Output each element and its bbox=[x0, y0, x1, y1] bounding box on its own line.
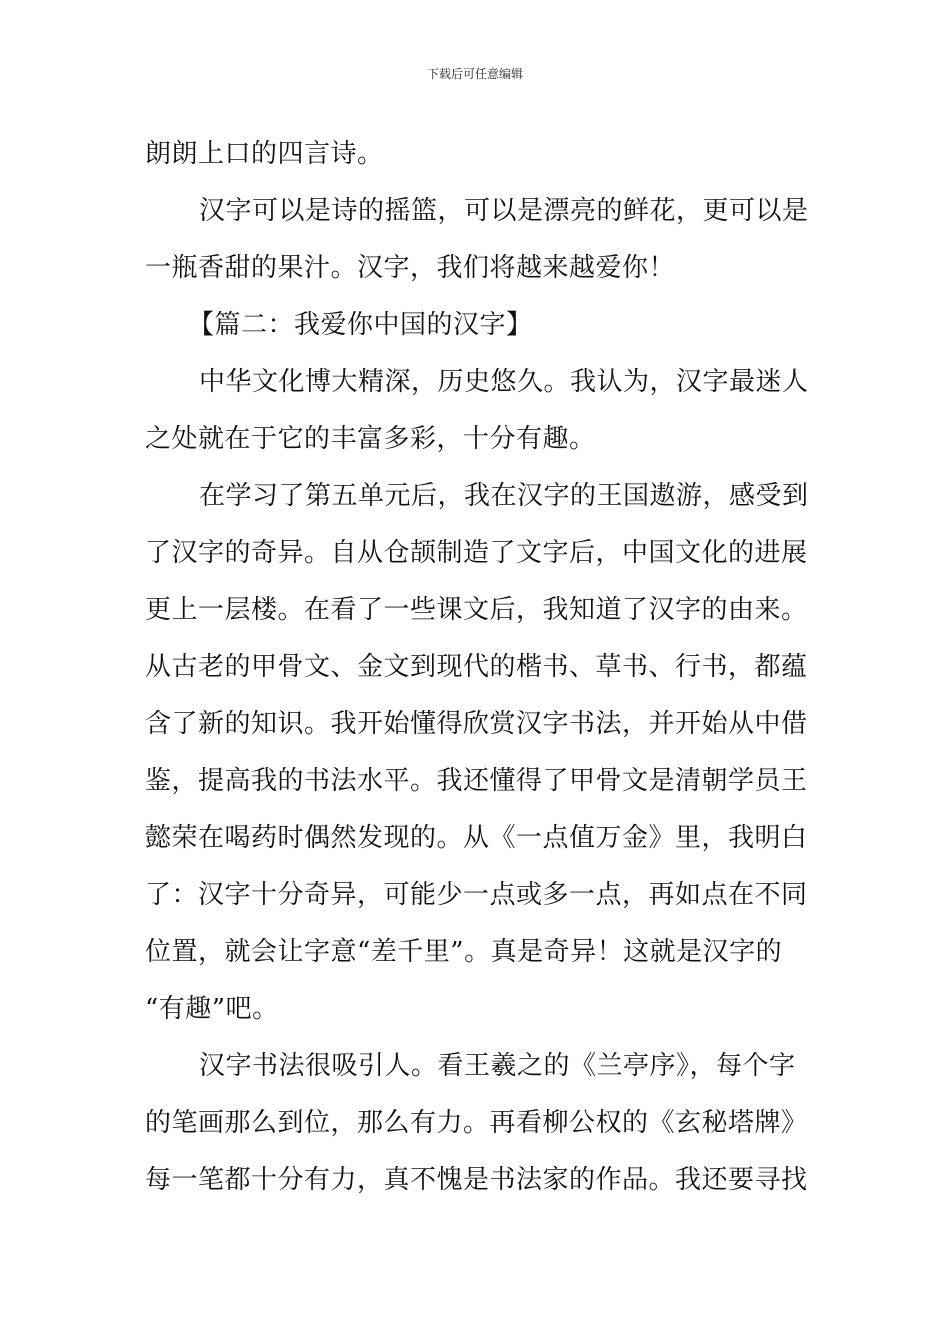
document-body bbox=[145, 126, 810, 1209]
text-line: 一瓶香甜的果汁。汉字，我们将越来越爱你！ bbox=[145, 253, 676, 283]
text-line: 了：汉字十分奇异，可能少一点或多一点，再如点在不同 bbox=[145, 880, 808, 910]
paragraph-continuation bbox=[145, 126, 810, 183]
text-line: 更上一层楼。在看了一些课文后，我知道了汉字的由来。 bbox=[145, 595, 808, 625]
text-line: “有趣”吧。 bbox=[145, 994, 279, 1024]
text-line: 在学习了第五单元后，我在汉字的王国遨游，感受到 bbox=[199, 481, 809, 511]
text-line: 之处就在于它的丰富多彩，十分有趣。 bbox=[145, 424, 596, 454]
text-line: 的笔画那么到位，那么有力。再看柳公权的《玄秘塔牌》 bbox=[145, 1108, 808, 1138]
paragraph-calligraphy bbox=[145, 1038, 810, 1209]
text-line: 汉字可以是诗的摇篮，可以是漂亮的鲜花，更可以是 bbox=[199, 196, 809, 226]
paragraph-culture bbox=[145, 354, 810, 468]
text-line: 汉字书法很吸引人。看王羲之的《兰亭序》，每个字 bbox=[199, 1051, 796, 1081]
text-line: 每一笔都十分有力，真不愧是书法家的作品。我还要寻找 bbox=[145, 1165, 808, 1195]
paragraph-hanzi-love bbox=[145, 183, 810, 297]
text-line: 中华文化博大精深，历史悠久。我认为，汉字最迷人 bbox=[199, 367, 809, 397]
text-line: 从古老的甲骨文、金文到现代的楷书、草书、行书，都蕴 bbox=[145, 652, 808, 682]
text-line: 了汉字的奇异。自从仓颉制造了文字后，中国文化的进展 bbox=[145, 538, 808, 568]
text-line: 含了新的知识。我开始懂得欣赏汉字书法，并开始从中借 bbox=[145, 709, 808, 739]
text-line: 懿荣在喝药时偶然发现的。从《一点值万金》里，我明白 bbox=[145, 823, 808, 853]
text-line: 位置，就会让字意“差千里”。真是奇异！这就是汉字的 bbox=[145, 937, 783, 967]
page-header-note: 下载后可任意编辑 bbox=[426, 67, 523, 81]
section-heading: 【篇二：我爱你中国的汉字】 bbox=[188, 310, 533, 340]
text-line: 鉴，提高我的书法水平。我还懂得了甲骨文是清朝学员王 bbox=[145, 766, 808, 796]
paragraph-unit-five bbox=[145, 468, 810, 1038]
text-line: 朗朗上口的四言诗。 bbox=[145, 139, 384, 169]
